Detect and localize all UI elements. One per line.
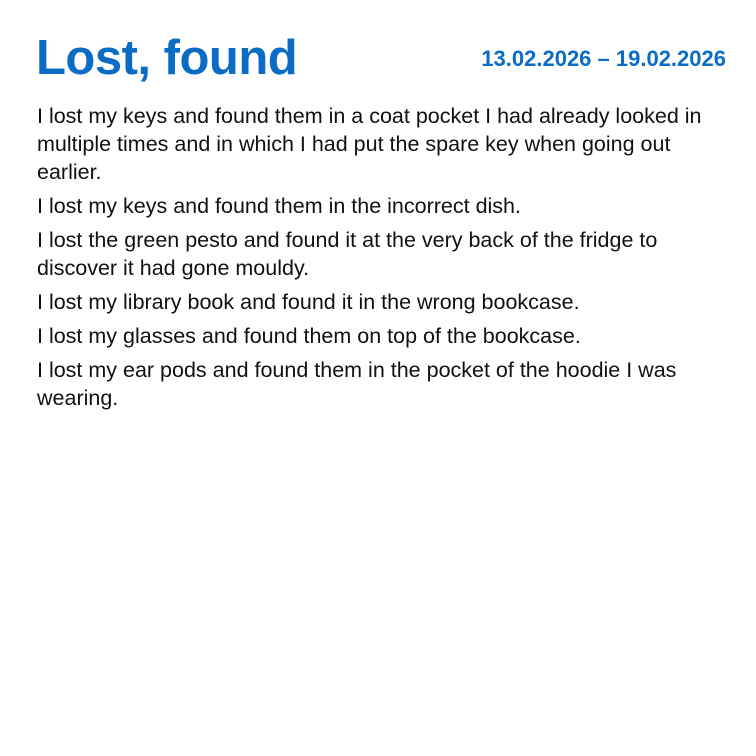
- page-title: Lost, found: [36, 31, 298, 85]
- list-item: I lost my glasses and found them on top of the bookcase.: [37, 324, 581, 348]
- date-range: 13.02.2026 – 19.02.2026: [481, 46, 726, 71]
- list-item: I lost my library book and found it in the wrong bookcase.: [37, 290, 580, 314]
- list-item: I lost my keys and found them in a coat pocket I had already looked in multiple times and in which I had put the spare key when going out earlier.: [37, 104, 702, 184]
- list-item: I lost my ear pods and found them in the pocket of the hoodie I was wearing.: [37, 358, 677, 410]
- page-header: [36, 30, 726, 86]
- list-item: I lost my keys and found them in the incorrect dish.: [37, 194, 521, 218]
- entry-list: [37, 102, 727, 418]
- list-item: I lost the green pesto and found it at the very back of the fridge to discover it had gone mouldy.: [37, 228, 658, 280]
